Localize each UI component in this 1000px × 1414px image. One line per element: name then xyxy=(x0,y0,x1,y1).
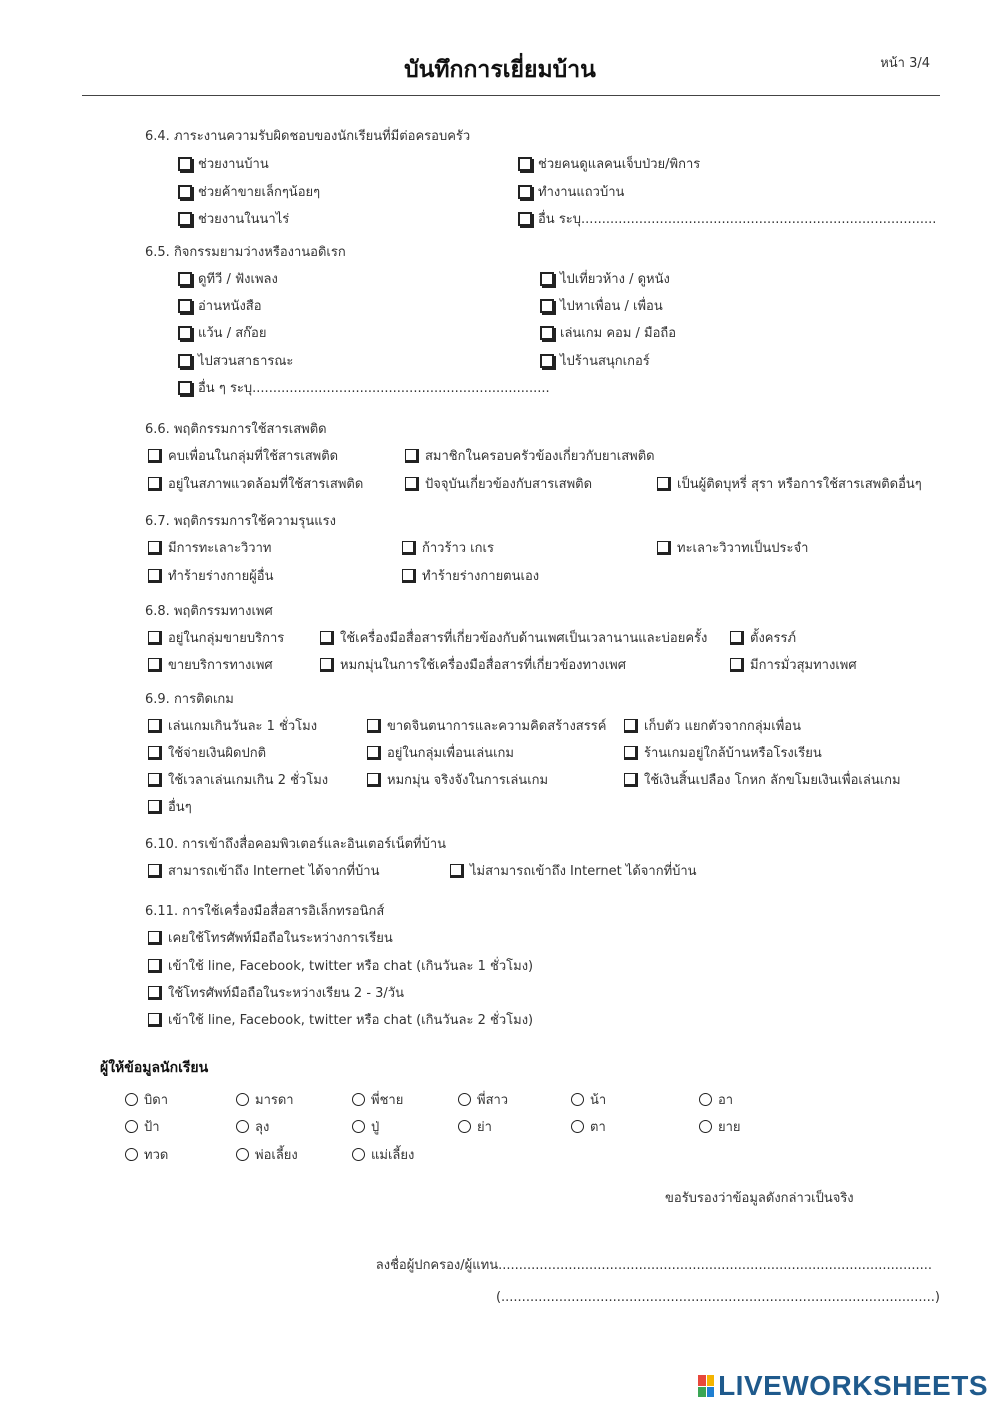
guardian-name-line[interactable]: (.........................................................................................................) xyxy=(495,1290,940,1305)
checkbox-option[interactable]: สมาชิกในครอบครัวข้องเกี่ยวกับยาเสพติด xyxy=(405,445,655,466)
informant-heading: ผู้ให้ข้อมูลนักเรียน xyxy=(100,1060,209,1076)
checkbox-option[interactable]: ปัจจุบันเกี่ยวข้องกับสารเสพติด xyxy=(405,473,592,494)
checkbox-option[interactable]: เป็นผู้ติดบุหรี่ สุรา หรือการใช้สารเสพติดอื่นๆ xyxy=(657,473,922,494)
checkbox-icon[interactable] xyxy=(405,449,419,463)
checkbox-option[interactable]: ทะเลาะวิวาทเป็นประจำ xyxy=(657,537,808,558)
checkbox-icon[interactable] xyxy=(148,931,162,945)
checkbox-option[interactable]: มีการมั่วสุมทางเพศ xyxy=(730,654,857,675)
checkbox-icon[interactable] xyxy=(148,746,162,760)
checkbox-icon[interactable] xyxy=(148,773,162,787)
radio-option[interactable]: ยาย xyxy=(699,1116,741,1137)
checkbox-icon[interactable] xyxy=(624,746,638,760)
checkbox-icon[interactable] xyxy=(178,157,192,171)
checkbox-option[interactable]: ทำร้ายร่างกายผู้อื่น xyxy=(148,565,274,586)
checkbox-option[interactable]: หมกมุ่น จริงจังในการเล่นเกม xyxy=(367,769,548,790)
checkbox-icon[interactable] xyxy=(367,746,381,760)
checkbox-option[interactable]: อยู่ในกลุ่มเพื่อนเล่นเกม xyxy=(367,742,514,763)
checkbox-option[interactable]: มีการทะเลาะวิวาท xyxy=(148,537,271,558)
checkbox-option[interactable]: เล่นเกมเกินวันละ 1 ชั่วโมง xyxy=(148,715,317,736)
checkbox-option[interactable]: ไปหาเพื่อน / เพื่อน xyxy=(540,295,663,316)
radio-option[interactable]: บิดา xyxy=(125,1089,168,1110)
checkbox-option[interactable]: ช่วยงานในนาไร่ xyxy=(178,208,289,229)
checkbox-icon[interactable] xyxy=(148,864,162,878)
checkbox-option[interactable]: ก้าวร้าว เกเร xyxy=(402,537,494,558)
radio-icon[interactable] xyxy=(352,1120,365,1133)
checkbox-icon[interactable] xyxy=(178,212,192,226)
radio-option[interactable]: อา xyxy=(699,1089,733,1110)
checkbox-option[interactable]: ช่วยคนดูแลคนเจ็บป่วย/พิการ xyxy=(518,153,700,174)
checkbox-icon[interactable] xyxy=(320,631,334,645)
radio-option[interactable]: พี่ชาย xyxy=(352,1089,403,1110)
radio-icon[interactable] xyxy=(458,1120,471,1133)
section-6-10-heading: 6.10. การเข้าถึงสื่อคอมพิวเตอร์และอินเตอร์เน็ตที่บ้าน xyxy=(145,837,447,852)
checkbox-icon[interactable] xyxy=(624,719,638,733)
radio-icon[interactable] xyxy=(352,1093,365,1106)
checkbox-option[interactable]: เข้าใช้ line, Facebook, twitter หรือ chat (เกินวันละ 1 ชั่วโมง) xyxy=(148,955,533,976)
checkbox-icon[interactable] xyxy=(178,354,192,368)
radio-option[interactable]: ตา xyxy=(571,1116,606,1137)
checkbox-option[interactable]: ไปสวนสาธารณะ xyxy=(178,350,293,371)
radio-option[interactable]: ป้า xyxy=(125,1116,160,1137)
section-6-6-heading: 6.6. พฤติกรรมการใช้สารเสพติด xyxy=(145,422,327,437)
checkbox-option[interactable]: ไปเที่ยวห้าง / ดูหนัง xyxy=(540,268,670,289)
radio-icon[interactable] xyxy=(236,1120,249,1133)
checkbox-option[interactable]: ช่วยงานบ้าน xyxy=(178,153,269,174)
checkbox-option[interactable]: ช่วยค้าขายเล็กๆน้อยๆ xyxy=(178,181,320,202)
checkbox-icon[interactable] xyxy=(540,272,554,286)
radio-icon[interactable] xyxy=(125,1148,138,1161)
checkbox-icon[interactable] xyxy=(148,541,162,555)
checkbox-option[interactable]: อยู่ในสภาพแวดล้อมที่ใช้สารเสพติด xyxy=(148,473,363,494)
checkbox-option[interactable]: ใช้เวลาเล่นเกมเกิน 2 ชั่วโมง xyxy=(148,769,328,790)
checkbox-icon[interactable] xyxy=(148,658,162,672)
checkbox-option[interactable]: ไม่สามารถเข้าถึง Internet ได้จากที่บ้าน xyxy=(450,860,697,881)
checkbox-option[interactable]: เข้าใช้ line, Facebook, twitter หรือ chat (เกินวันละ 2 ชั่วโมง) xyxy=(148,1009,533,1030)
checkbox-option[interactable]: เคยใช้โทรศัพท์มือถือในระหว่างการเรียน xyxy=(148,927,393,948)
checkbox-icon[interactable] xyxy=(367,719,381,733)
checkbox-icon[interactable] xyxy=(405,477,419,491)
checkbox-icon[interactable] xyxy=(518,212,532,226)
checkbox-icon[interactable] xyxy=(148,959,162,973)
checkbox-icon[interactable] xyxy=(178,299,192,313)
radio-icon[interactable] xyxy=(699,1120,712,1133)
checkbox-icon[interactable] xyxy=(178,272,192,286)
checkbox-option[interactable]: ดูทีวี / ฟังเพลง xyxy=(178,268,278,289)
checkbox-icon[interactable] xyxy=(148,449,162,463)
radio-option[interactable]: แม่เลี้ยง xyxy=(352,1144,414,1165)
radio-icon[interactable] xyxy=(571,1120,584,1133)
checkbox-icon[interactable] xyxy=(367,773,381,787)
checkbox-icon[interactable] xyxy=(657,477,671,491)
checkbox-icon[interactable] xyxy=(450,864,464,878)
certification-text: ขอรับรองว่าข้อมูลดังกล่าวเป็นจริง xyxy=(665,1191,854,1206)
checkbox-option[interactable]: สามารถเข้าถึง Internet ได้จากที่บ้าน xyxy=(148,860,379,881)
checkbox-option[interactable]: ใช้เงินสิ้นเปลือง โกหก ลักขโมยเงินเพื่อเล่นเกม xyxy=(624,769,901,790)
radio-icon[interactable] xyxy=(458,1093,471,1106)
checkbox-option[interactable]: ขาดจินตนาการและความคิดสร้างสรรค์ xyxy=(367,715,606,736)
checkbox-icon[interactable] xyxy=(730,658,744,672)
checkbox-icon[interactable] xyxy=(540,326,554,340)
checkbox-option[interactable]: อ่านหนังสือ xyxy=(178,295,262,316)
page-title: บันทึกการเยี่ยมบ้าน xyxy=(404,57,596,83)
brand-text: LIVEWORKSHEETS xyxy=(718,1370,988,1401)
radio-option[interactable]: ปู่ xyxy=(352,1116,379,1137)
checkbox-option[interactable]: ใช้จ่ายเงินผิดปกติ xyxy=(148,742,266,763)
section-6-4-heading: 6.4. ภาระงานความรับผิดชอบของนักเรียนที่มีต่อครอบครัว xyxy=(145,129,471,144)
checkbox-option[interactable]: เก็บตัว แยกตัวจากกลุ่มเพื่อน xyxy=(624,715,801,736)
section-6-7-heading: 6.7. พฤติกรรมการใช้ความรุนแรง xyxy=(145,514,336,529)
checkbox-icon[interactable] xyxy=(178,381,192,395)
radio-option[interactable]: ทวด xyxy=(125,1144,168,1165)
checkbox-option[interactable]: ทำร้ายร่างกายตนเอง xyxy=(402,565,539,586)
checkbox-option[interactable]: แว้น / สก๊อย xyxy=(178,322,266,343)
radio-icon[interactable] xyxy=(571,1093,584,1106)
radio-icon[interactable] xyxy=(236,1093,249,1106)
radio-option[interactable]: มารดา xyxy=(236,1089,294,1110)
title-divider xyxy=(82,95,940,96)
checkbox-icon[interactable] xyxy=(518,185,532,199)
radio-option[interactable]: พ่อเลี้ยง xyxy=(236,1144,298,1165)
radio-icon[interactable] xyxy=(236,1148,249,1161)
checkbox-option[interactable]: เล่นเกม คอม / มือถือ xyxy=(540,322,676,343)
checkbox-option[interactable]: อยู่ในกลุ่มขายบริการ xyxy=(148,627,284,648)
checkbox-icon[interactable] xyxy=(320,658,334,672)
checkbox-icon[interactable] xyxy=(540,354,554,368)
page-number: หน้า 3/4 xyxy=(880,56,930,71)
checkbox-icon[interactable] xyxy=(148,1013,162,1027)
checkbox-option-other[interactable]: อื่น ระบุ...................................................................................... xyxy=(518,208,936,229)
checkbox-option[interactable]: ตั้งครรภ์ xyxy=(730,627,796,648)
checkbox-icon[interactable] xyxy=(624,773,638,787)
checkbox-icon[interactable] xyxy=(402,541,416,555)
checkbox-icon[interactable] xyxy=(657,541,671,555)
radio-icon[interactable] xyxy=(352,1148,365,1161)
logo-icon xyxy=(698,1375,714,1397)
radio-icon[interactable] xyxy=(699,1093,712,1106)
checkbox-icon[interactable] xyxy=(148,477,162,491)
checkbox-option[interactable]: ร้านเกมอยู่ใกล้บ้านหรือโรงเรียน xyxy=(624,742,822,763)
radio-option[interactable]: ย่า xyxy=(458,1116,492,1137)
checkbox-icon[interactable] xyxy=(148,719,162,733)
checkbox-icon[interactable] xyxy=(148,569,162,583)
checkbox-option[interactable]: ใช้โทรศัพท์มือถือในระหว่างเรียน 2 - 3/วัน xyxy=(148,982,404,1003)
radio-option[interactable]: ลุง xyxy=(236,1116,269,1137)
checkbox-icon[interactable] xyxy=(730,631,744,645)
checkbox-option[interactable]: คบเพื่อนในกลุ่มที่ใช้สารเสพติด xyxy=(148,445,338,466)
radio-icon[interactable] xyxy=(125,1120,138,1133)
checkbox-icon[interactable] xyxy=(402,569,416,583)
section-6-5-heading: 6.5. กิจกรรมยามว่างหรืองานอดิเรก xyxy=(145,245,346,260)
checkbox-icon[interactable] xyxy=(518,157,532,171)
liveworksheets-logo xyxy=(698,1370,988,1402)
checkbox-option[interactable]: ไปร้านสนุกเกอร์ xyxy=(540,350,650,371)
section-6-11-heading: 6.11. การใช้เครื่องมือสื่อสารอิเล็กทรอนิกส์ xyxy=(145,904,385,919)
section-6-9-heading: 6.9. การติดเกม xyxy=(145,692,234,707)
checkbox-option[interactable]: อื่นๆ xyxy=(148,796,192,817)
guardian-signature-line[interactable]: ลงชื่อผู้ปกครอง/ผู้แทน......................................................................................................... xyxy=(375,1258,932,1273)
checkbox-icon[interactable] xyxy=(540,299,554,313)
checkbox-icon[interactable] xyxy=(148,986,162,1000)
checkbox-icon[interactable] xyxy=(178,185,192,199)
checkbox-option[interactable]: หมกมุ่นในการใช้เครื่องมือสื่อสารที่เกี่ยวข้องทางเพศ xyxy=(320,654,626,675)
checkbox-option-other[interactable]: อื่น ๆ ระบุ........................................................................ xyxy=(178,377,550,398)
checkbox-option[interactable]: ขายบริการทางเพศ xyxy=(148,654,273,675)
radio-option[interactable]: น้า xyxy=(571,1089,606,1110)
checkbox-option[interactable]: ใช้เครื่องมือสื่อสารที่เกี่ยวข้องกับด้านเพศเป็นเวลานานและบ่อยครั้ง xyxy=(320,627,707,648)
checkbox-option[interactable]: ทำงานแถวบ้าน xyxy=(518,181,624,202)
section-6-8-heading: 6.8. พฤติกรรมทางเพศ xyxy=(145,604,273,619)
radio-icon[interactable] xyxy=(125,1093,138,1106)
checkbox-icon[interactable] xyxy=(148,800,162,814)
radio-option[interactable]: พี่สาว xyxy=(458,1089,508,1110)
checkbox-icon[interactable] xyxy=(178,326,192,340)
checkbox-icon[interactable] xyxy=(148,631,162,645)
